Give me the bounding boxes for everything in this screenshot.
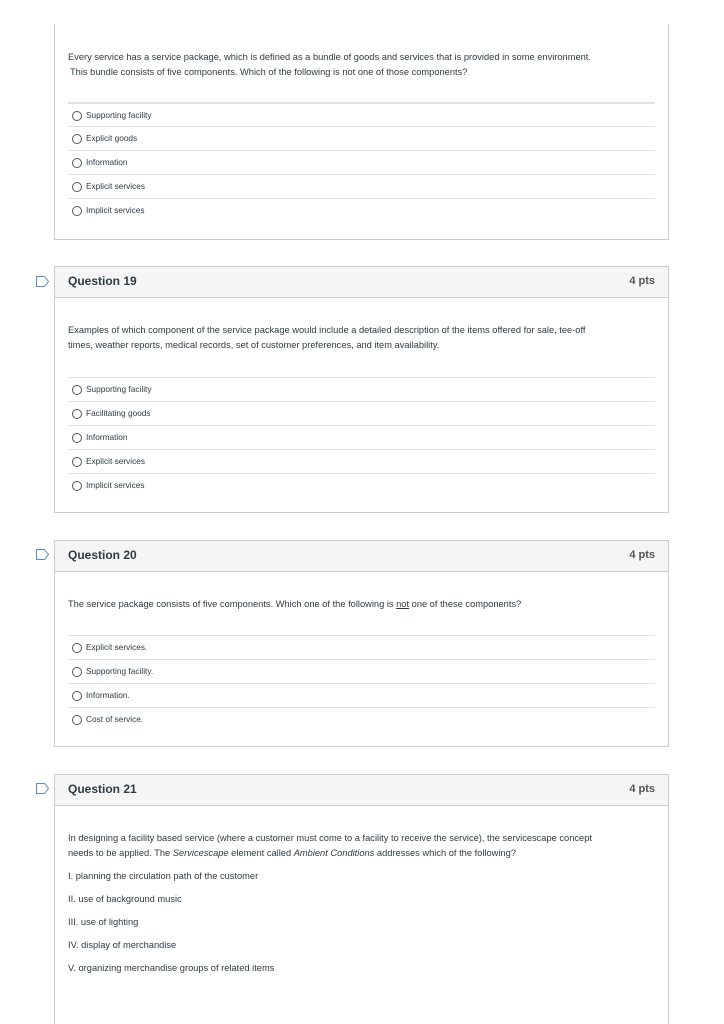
question-21-text-line2	[68, 846, 652, 861]
question-19-text	[68, 323, 652, 353]
radio-button[interactable]	[72, 134, 82, 144]
radio-button[interactable]	[72, 206, 82, 216]
question-19-text-line2: times, weather reports, medical records, set of customer preferences, and item availability.	[68, 340, 440, 350]
question-title: Question 20	[68, 548, 137, 562]
answer-option[interactable]	[68, 102, 655, 126]
list-item: II. use of background music	[68, 894, 182, 904]
question-21-header	[55, 775, 668, 806]
radio-button[interactable]	[72, 667, 82, 677]
answer-option[interactable]	[68, 473, 655, 497]
question-19-card	[54, 266, 669, 513]
question-19-answers	[68, 377, 655, 497]
answer-label: Information.	[86, 690, 130, 700]
radio-button[interactable]	[72, 433, 82, 443]
question-21-text-line1: In designing a facility based service (where a customer must come to a facility to receive the service), the servicescape concept	[68, 833, 592, 843]
flag-question-icon[interactable]	[36, 549, 49, 560]
question-18-card	[54, 24, 669, 240]
answer-option[interactable]	[68, 174, 655, 198]
answer-label: Explicit services.	[86, 642, 148, 652]
answer-option[interactable]	[68, 198, 655, 222]
radio-button[interactable]	[72, 158, 82, 168]
answer-option[interactable]	[68, 401, 655, 425]
answer-label: Explicit goods	[86, 133, 138, 143]
radio-button[interactable]	[72, 481, 82, 491]
radio-button[interactable]	[72, 457, 82, 467]
list-item: III. use of lighting	[68, 917, 139, 927]
answer-label: Cost of service.	[86, 714, 144, 724]
question-20-text-after: one of these components?	[409, 599, 522, 609]
radio-button[interactable]	[72, 691, 82, 701]
question-19-header	[55, 267, 668, 298]
question-21-card	[54, 774, 669, 1024]
question-18-answers	[68, 102, 655, 222]
text-emphasis: Ambient Conditions	[293, 848, 375, 858]
question-20-card	[54, 540, 669, 747]
list-item: IV. display of merchandise	[68, 940, 177, 950]
answer-label: Information	[86, 432, 128, 442]
question-points: 4 pts	[629, 275, 655, 287]
flag-question-icon[interactable]	[36, 276, 49, 287]
answer-option[interactable]	[68, 425, 655, 449]
answer-option[interactable]	[68, 707, 655, 731]
answer-label: Implicit services	[86, 205, 145, 215]
question-title: Question 21	[68, 782, 137, 796]
radio-button[interactable]	[72, 385, 82, 395]
radio-button[interactable]	[72, 111, 82, 121]
answer-option[interactable]	[68, 150, 655, 174]
text-emphasis: Servicescape	[172, 848, 229, 858]
question-points: 4 pts	[629, 549, 655, 561]
answer-label: Supporting facility.	[86, 666, 154, 676]
list-item: I. planning the circulation path of the customer	[68, 871, 259, 881]
answer-label: Implicit services	[86, 480, 145, 490]
question-points: 4 pts	[629, 783, 655, 795]
answer-label: Explicit services	[86, 456, 146, 466]
answer-label: Explicit services	[86, 181, 146, 191]
radio-button[interactable]	[72, 409, 82, 419]
question-20-answers	[68, 635, 655, 731]
answer-option[interactable]	[68, 377, 655, 401]
question-20-header	[55, 541, 668, 572]
list-item: V. organizing merchandise groups of related items	[68, 963, 275, 973]
answer-option[interactable]	[68, 659, 655, 683]
question-20-text-before: The service package consists of five components. Which one of the following is	[68, 599, 397, 609]
question-18-text-line1: Every service has a service package, which is defined as a bundle of goods and services that is provided in some environment.	[68, 52, 591, 62]
answer-label: Supporting facility	[86, 110, 152, 120]
radio-button[interactable]	[72, 182, 82, 192]
radio-button[interactable]	[72, 643, 82, 653]
answer-option[interactable]	[68, 449, 655, 473]
answer-label: Facilitating goods	[86, 408, 151, 418]
flag-question-icon[interactable]	[36, 783, 49, 794]
answer-option[interactable]	[68, 126, 655, 150]
question-19-text-line1: Examples of which component of the service package would include a detailed description of the items offered for sale, tee-off	[68, 325, 586, 335]
answer-label: Information	[86, 157, 128, 167]
answer-label: Supporting facility	[86, 384, 152, 394]
question-title: Question 19	[68, 274, 137, 288]
question-18-text-line2: This bundle consists of five components. Which of the following is not one of those components?	[70, 67, 468, 77]
answer-option[interactable]	[68, 635, 655, 659]
question-20-text	[68, 597, 652, 612]
text-segment: addresses which of the following?	[374, 848, 516, 858]
question-21-text	[68, 831, 652, 861]
text-segment: needs to be applied. The	[68, 848, 173, 858]
text-segment: element called	[228, 848, 294, 858]
question-20-text-underlined: not	[396, 599, 410, 609]
question-18-text	[68, 50, 652, 80]
answer-option[interactable]	[68, 683, 655, 707]
radio-button[interactable]	[72, 715, 82, 725]
